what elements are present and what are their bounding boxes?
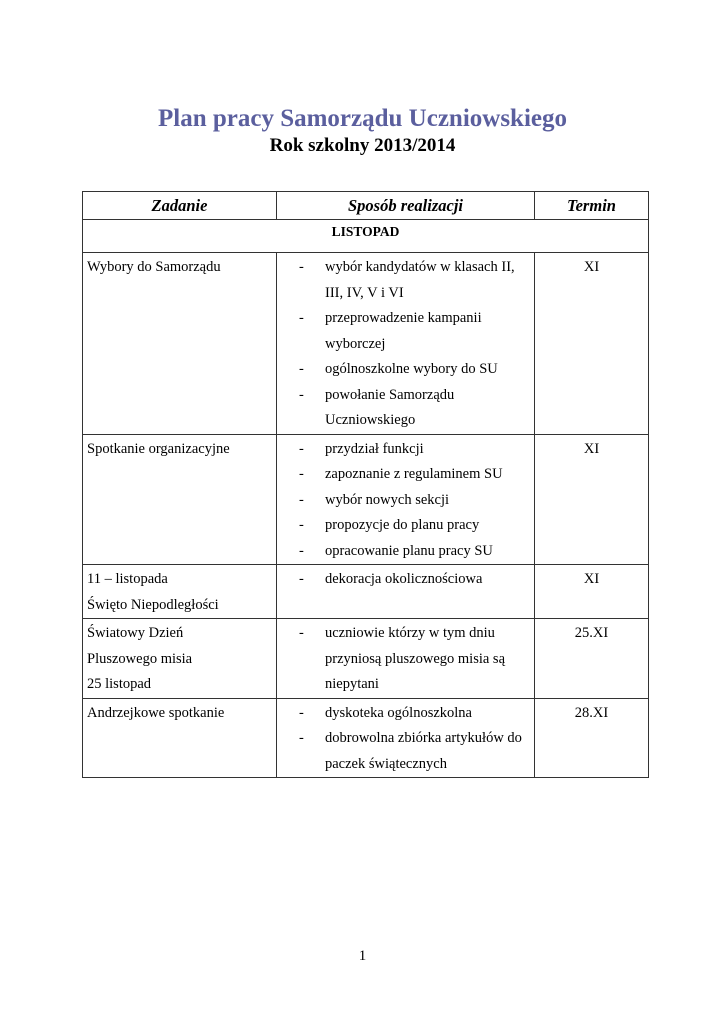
table-row — [83, 619, 649, 699]
method-item: - wybór kandydatów w klasach II, III, IV, V i VI — [299, 255, 534, 306]
task-line: 25 listopad — [87, 676, 152, 692]
methods-list — [277, 437, 534, 565]
method-item: - wybór nowych sekcji — [299, 488, 534, 514]
method-item: - dekoracja okolicznościowa — [299, 567, 534, 593]
term-cell: 28.XI — [535, 698, 649, 778]
month-row — [83, 220, 649, 253]
task-cell — [83, 565, 277, 619]
month-label: LISTOPAD — [83, 220, 649, 253]
task-line: Spotkanie organizacyjne — [87, 440, 230, 457]
document-title: Plan pracy Samorządu Uczniowskiego — [157, 105, 568, 132]
task-cell — [83, 253, 277, 435]
term-cell: XI — [535, 253, 649, 435]
methods-cell — [277, 253, 535, 435]
methods-cell — [277, 698, 535, 778]
method-item: - powołanie Samorządu Uczniowskiego — [299, 383, 534, 434]
task-cell — [83, 434, 277, 565]
method-item: - dyskoteka ogólnoszkolna — [299, 701, 534, 727]
task-line: Światowy Dzień — [87, 625, 184, 641]
table-row — [83, 253, 649, 435]
method-item: - propozycje do planu pracy — [299, 513, 534, 539]
plan-table — [82, 191, 649, 778]
page-number: 1 — [358, 948, 367, 964]
task-line: Święto Niepodległości — [87, 596, 219, 613]
table-row — [83, 565, 649, 619]
header-sposob-realizacji: Sposób realizacji — [277, 192, 535, 220]
methods-list — [277, 255, 534, 434]
task-cell — [83, 619, 277, 699]
task-line: Pluszowego misia — [87, 650, 193, 667]
table-row — [83, 434, 649, 565]
header-termin: Termin — [535, 192, 649, 220]
table-row — [83, 698, 649, 778]
methods-list — [277, 621, 534, 698]
method-item: - opracowanie planu pracy SU — [299, 539, 534, 565]
document-subtitle: Rok szkolny 2013/2014 — [269, 135, 456, 156]
method-item: - przeprowadzenie kampanii wyborczej — [299, 306, 534, 357]
term-cell: XI — [535, 565, 649, 619]
term-cell: 25.XI — [535, 619, 649, 699]
header-zadanie: Zadanie — [83, 192, 277, 220]
method-item: - ogólnoszkolne wybory do SU — [299, 357, 534, 383]
method-item: - zapoznanie z regulaminem SU — [299, 462, 534, 488]
task-line: Wybory do Samorządu — [87, 259, 221, 275]
task-cell — [83, 698, 277, 778]
term-cell: XI — [535, 434, 649, 565]
task-line: 11 – listopada — [87, 571, 168, 587]
method-item: - uczniowie którzy w tym dniu przyniosą pluszowego misia są niepytani — [299, 621, 534, 698]
method-item: - dobrowolna zbiórka artykułów do paczek świątecznych — [299, 726, 534, 777]
methods-cell — [277, 619, 535, 699]
task-line: Andrzejkowe spotkanie — [87, 704, 225, 721]
methods-cell — [277, 434, 535, 565]
method-item: - przydział funkcji — [299, 437, 534, 463]
methods-list — [277, 701, 534, 778]
table-header-row — [83, 192, 649, 220]
methods-cell — [277, 565, 535, 619]
methods-list — [277, 567, 534, 593]
